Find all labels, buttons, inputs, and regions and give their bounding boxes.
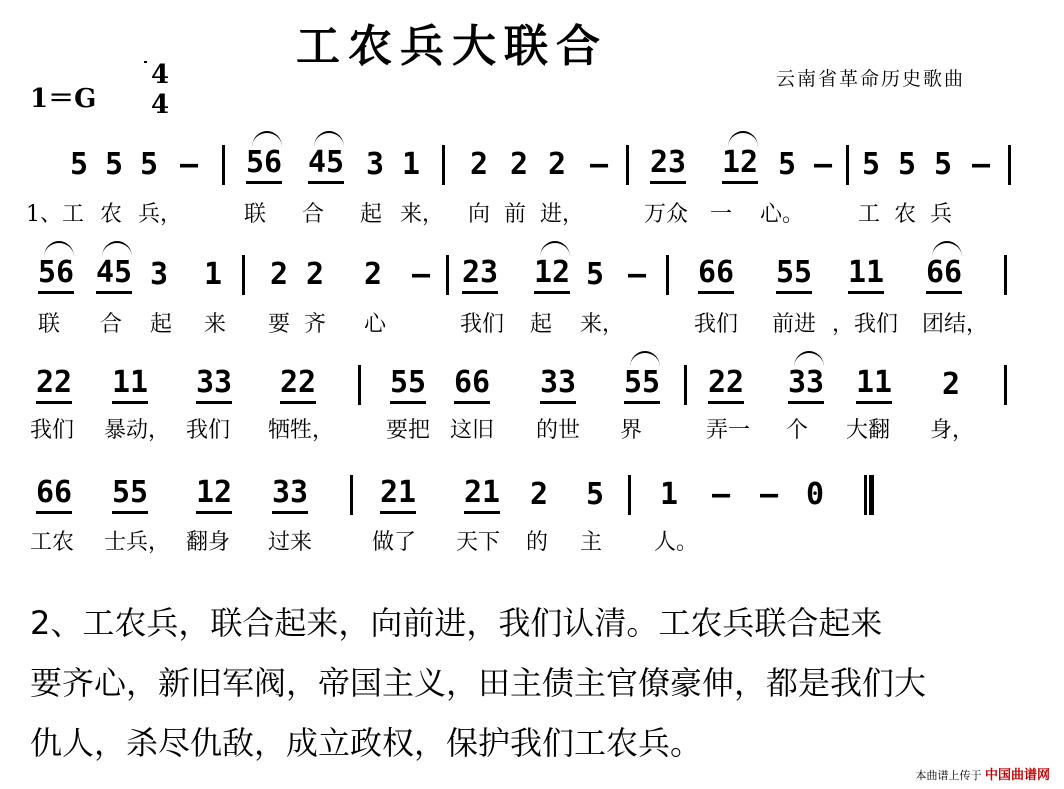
slur	[314, 131, 344, 147]
slur	[794, 351, 824, 367]
note: 5	[140, 147, 159, 182]
slur	[252, 131, 282, 147]
lyric-syllable: 前进	[772, 312, 817, 337]
note: 2	[270, 257, 289, 292]
lyric-syllable: 界	[620, 418, 643, 443]
notes-row	[0, 255, 1064, 295]
lyric-syllable: 我们	[460, 312, 505, 337]
bar-line	[446, 255, 449, 295]
dash: –	[590, 147, 609, 182]
bar-line	[242, 255, 245, 295]
dash: –	[712, 477, 731, 512]
lyric-syllable: 联	[244, 202, 267, 227]
note-pair: 22	[708, 365, 744, 404]
lyric-syllable: 来	[204, 312, 227, 337]
lyric-syllable: 前	[504, 202, 527, 227]
lyric-syllable: 暴动，	[104, 418, 171, 443]
note-pair: 23	[650, 145, 686, 184]
lyric-syllable: 心	[364, 312, 387, 337]
lyric-syllable: 大翻	[846, 418, 891, 443]
note-pair: 55	[390, 365, 426, 404]
note-pair: 11	[848, 255, 884, 294]
lyric-syllable: 农	[894, 202, 917, 227]
lyric-syllable: 一	[710, 202, 733, 227]
note-pair: 33	[272, 475, 308, 514]
note: 2	[306, 257, 325, 292]
lyric-syllable: 身，	[930, 418, 975, 443]
bar-line	[442, 145, 445, 185]
note-pair: 21	[464, 475, 500, 514]
note: 2	[510, 147, 529, 182]
note-pair: 33	[196, 365, 232, 404]
note: 5	[70, 147, 89, 182]
lyric-syllable: 1、工	[26, 202, 84, 227]
note-pair: 66	[926, 255, 962, 294]
note: 5	[934, 147, 953, 182]
note-pair: 55	[776, 255, 812, 294]
note-pair: 12	[722, 145, 758, 184]
lyric-syllable: 团结，	[922, 312, 989, 337]
lyric-syllable: 人。	[654, 530, 699, 555]
slur	[102, 241, 132, 257]
note: 5	[105, 147, 124, 182]
song-title: 工农兵大联合	[296, 21, 608, 72]
lyric-syllable: 合	[302, 202, 325, 227]
note: 2	[942, 367, 961, 402]
lyric-syllable: 工	[858, 202, 881, 227]
lyric-syllable: 进，	[540, 202, 585, 227]
dash: –	[412, 257, 431, 292]
dash: –	[628, 257, 647, 292]
note-pair: 23	[462, 255, 498, 294]
lyric-syllable: 主	[580, 530, 603, 555]
note-pair: 66	[36, 475, 72, 514]
lyric-syllable: 起	[530, 312, 553, 337]
notes-row	[0, 145, 1064, 185]
dash: –	[972, 147, 991, 182]
note: 5	[778, 147, 797, 182]
note-pair: 45	[308, 145, 344, 184]
verse-line: 仇人，杀尽仇敌，成立政权，保护我们工农兵。	[30, 724, 703, 762]
footer-watermark	[915, 764, 1050, 783]
lyric-syllable: 兵，	[138, 202, 183, 227]
bar-line	[628, 475, 631, 515]
time-signature	[140, 60, 180, 120]
note: 5	[586, 477, 605, 512]
lyric-syllable: 士兵，	[104, 530, 171, 555]
note: 5	[586, 257, 605, 292]
note-pair: 56	[246, 145, 282, 184]
lyric-syllable: 我们	[30, 418, 75, 443]
lyric-syllable: 要把	[386, 418, 431, 443]
lyric-syllable: 来，	[400, 202, 445, 227]
lyric-syllable: 弄一	[706, 418, 751, 443]
lyric-syllable: 万众	[644, 202, 689, 227]
lyric-syllable: 兵	[930, 202, 953, 227]
slur	[44, 241, 74, 257]
lyric-syllable: 牺牲，	[268, 418, 335, 443]
slur	[540, 241, 570, 257]
note: 2	[548, 147, 567, 182]
song-source: 云南省革命历史歌曲	[776, 68, 966, 90]
slur	[728, 131, 758, 147]
lyric-syllable: 个	[786, 418, 809, 443]
dash: –	[760, 477, 779, 512]
note: 5	[862, 147, 881, 182]
bar-line	[626, 145, 629, 185]
lyric-syllable: 起	[360, 202, 383, 227]
lyric-syllable: 起	[150, 312, 173, 337]
final-bar-line	[864, 475, 874, 515]
bar-line	[1004, 255, 1007, 295]
key-signature: 1＝G	[30, 84, 97, 114]
note: 2	[470, 147, 489, 182]
note-pair: 45	[96, 255, 132, 294]
note-pair: 11	[112, 365, 148, 404]
footer-prefix: 本曲谱上传于	[915, 769, 982, 782]
lyric-syllable: 要	[268, 312, 291, 337]
bar-line	[684, 365, 687, 405]
lyric-syllable: 来，	[580, 312, 625, 337]
note-pair: 66	[698, 255, 734, 294]
lyric-syllable: 齐	[304, 312, 327, 337]
note: 2	[530, 477, 549, 512]
note-pair: 55	[112, 475, 148, 514]
note-pair: 21	[380, 475, 416, 514]
lyric-syllable: 我们	[186, 418, 231, 443]
bar-line	[222, 145, 225, 185]
verse-line: 2、工农兵，联合起来，向前进，我们认清。工农兵联合起来	[30, 604, 883, 642]
note: 2	[364, 257, 383, 292]
rest: 0	[806, 477, 825, 512]
note-pair: 33	[788, 365, 824, 404]
note-pair: 56	[38, 255, 74, 294]
note: 3	[150, 257, 169, 292]
note: 3	[366, 147, 385, 182]
site-logo: 中国曲谱网	[984, 768, 1050, 783]
bar-line	[1004, 365, 1007, 405]
time-signature-bottom: 4	[150, 90, 170, 120]
lyric-syllable: 我们	[694, 312, 739, 337]
note: 5	[898, 147, 917, 182]
note-pair: 33	[540, 365, 576, 404]
second-verse	[30, 593, 1030, 773]
verse-line: 要齐心，新旧军阀，帝国主义，田主债主官僚豪伸，都是我们大	[30, 664, 927, 702]
note-pair: 22	[36, 365, 72, 404]
lyric-syllable: 向	[468, 202, 491, 227]
note: 1	[402, 147, 421, 182]
notes-row	[0, 475, 1064, 515]
bar-line	[358, 365, 361, 405]
note: 1	[204, 257, 223, 292]
lyric-syllable: 心。	[760, 202, 805, 227]
lyric-syllable: 这旧	[450, 418, 495, 443]
dash: –	[180, 147, 199, 182]
bar-line	[666, 255, 669, 295]
lyric-syllable: 合	[100, 312, 123, 337]
lyric-syllable: 联	[38, 312, 61, 337]
lyric-syllable: 天下	[456, 530, 501, 555]
note-pair: 12	[534, 255, 570, 294]
bar-line	[350, 475, 353, 515]
lyric-syllable: 翻身	[186, 530, 231, 555]
lyric-syllable: 的世	[536, 418, 581, 443]
note-pair: 66	[454, 365, 490, 404]
lyric-syllable: ，我们	[832, 312, 899, 337]
bar-line	[846, 145, 849, 185]
time-signature-top: 4	[150, 60, 170, 90]
lyric-syllable: 工农	[30, 530, 75, 555]
slur	[630, 351, 660, 367]
note-pair: 55	[624, 365, 660, 404]
note-pair: 12	[196, 475, 232, 514]
note: 1	[660, 477, 679, 512]
slur	[932, 241, 962, 257]
bar-line	[1008, 145, 1011, 185]
lyric-syllable: 做了	[372, 530, 417, 555]
lyric-syllable: 过来	[268, 530, 313, 555]
note-pair: 22	[280, 365, 316, 404]
lyric-syllable: 农	[100, 202, 123, 227]
dash: –	[814, 147, 833, 182]
lyric-syllable: 的	[526, 530, 549, 555]
notes-row	[0, 365, 1064, 405]
note-pair: 11	[856, 365, 892, 404]
